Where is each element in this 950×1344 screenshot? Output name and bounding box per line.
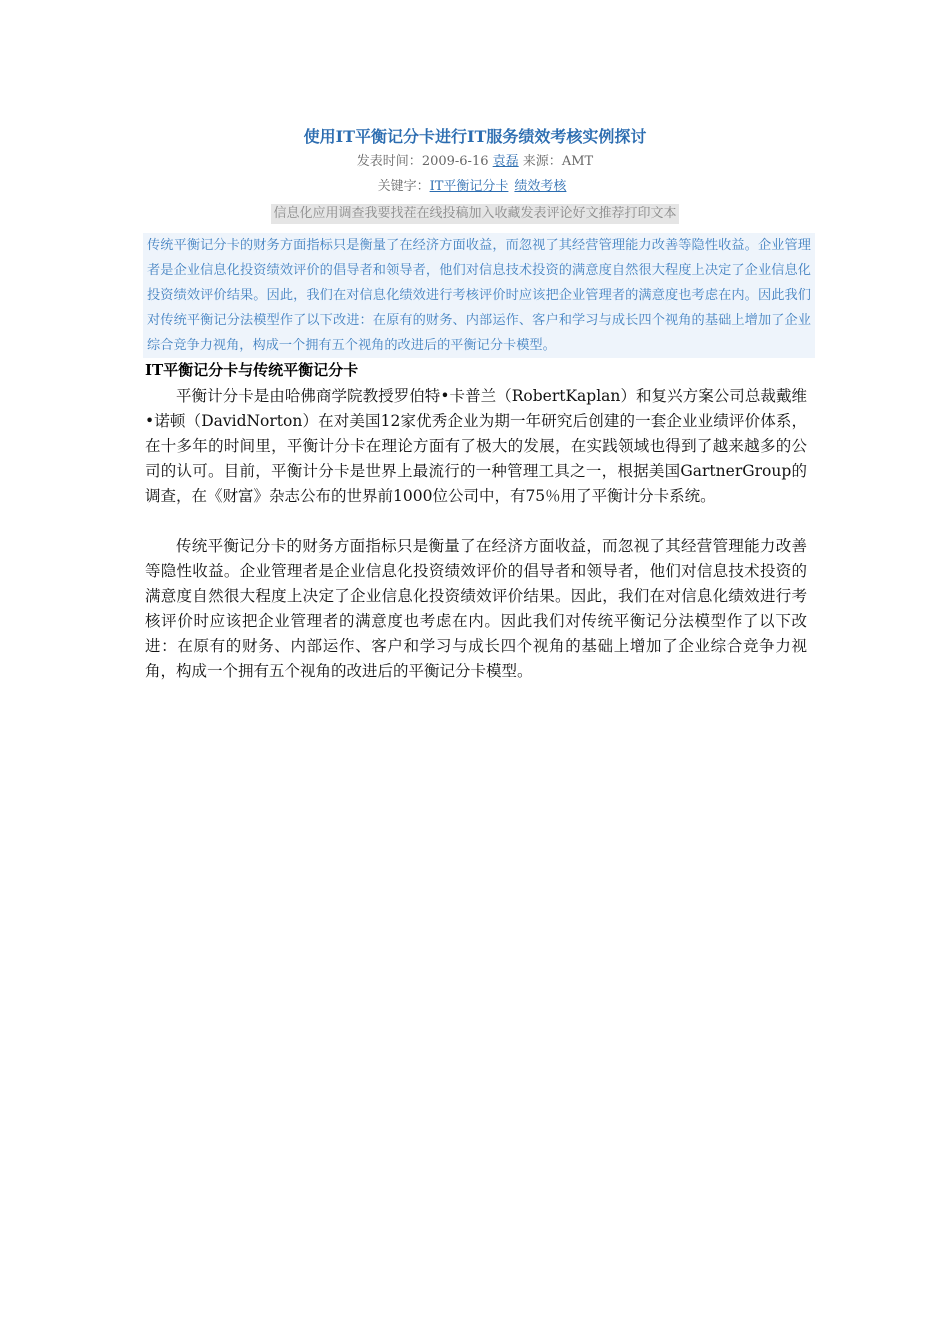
section-heading: IT平衡记分卡与传统平衡记分卡 xyxy=(145,361,359,379)
source-label: 来源： xyxy=(522,154,562,169)
published-label: 发表时间： xyxy=(356,154,422,169)
keyword-link[interactable]: IT平衡记分卡 xyxy=(429,179,509,194)
article-summary: 传统平衡记分卡的财务方面指标只是衡量了在经济方面收益，而忽视了其经营管理能力改善等隐性收益。企业管理者是企业信息化投资绩效评价的倡导者和领导者，他们对信息技术投资的满意度自然很大程度上决定了企业信息化投资绩效评价结果。因此，我们在对信息化绩效进行考核评价时应该把企业管理者的满意度也考虑在内。因此我们对传统平衡记分法模型作了以下改进：在原有的财务、内部运作、客户和学习与成长四个视角的基础上增加了企业综合竞争力视角，构成一个拥有五个视角的改进后的平衡记分卡模型。 xyxy=(143,233,815,358)
keywords-label: 关键字： xyxy=(377,179,430,194)
keyword-link[interactable]: 绩效考核 xyxy=(514,179,567,194)
toolbar-recommend-link[interactable]: 好文推荐 xyxy=(572,206,625,221)
article-toolbar xyxy=(271,204,678,224)
body-paragraph: 平衡计分卡是由哈佛商学院教授罗伯特•卡普兰（RobertKaplan）和复兴方案公司总裁戴维•诺顿（DavidNorton）在对美国12家优秀企业为期一年研究后创建的一套企业业绩评价体系，在十多年的时间里，平衡计分卡在理论方面有了极大的发展，在实践领域也得到了越来越多的公司的认可。目前，平衡计分卡是世界上最流行的一种管理工具之一，根据美国GartnerGroup的调查，在《财富》杂志公布的世界前1000位公司中，有75％用了平衡计分卡系统。 xyxy=(145,387,807,505)
toolbar-comment-link[interactable]: 发表评论 xyxy=(520,206,573,221)
toolbar-bookmark-link[interactable]: 加入收藏 xyxy=(468,206,521,221)
toolbar-survey-link[interactable]: 信息化应用调查 xyxy=(273,206,365,221)
keywords-row xyxy=(0,178,950,196)
article-meta xyxy=(0,153,950,171)
article-title: 使用IT平衡记分卡进行IT服务绩效考核实例探讨 xyxy=(303,127,647,146)
toolbar-submit-link[interactable]: 在线投稿 xyxy=(416,206,469,221)
article-toolbar-wrap xyxy=(0,202,950,224)
toolbar-print-link[interactable]: 打印文本 xyxy=(624,206,677,221)
source-value: AMT xyxy=(561,154,594,169)
toolbar-report-error-link[interactable]: 我要找茬 xyxy=(364,206,417,221)
body-paragraph: 传统平衡记分卡的财务方面指标只是衡量了在经济方面收益，而忽视了其经营管理能力改善等隐性收益。企业管理者是企业信息化投资绩效评价的倡导者和领导者，他们对信息技术投资的满意度自然很大程度上决定了企业信息化投资绩效评价结果。因此，我们在对信息化绩效进行考核评价时应该把企业管理者的满意度也考虑在内。因此我们对传统平衡记分法模型作了以下改进：在原有的财务、内部运作、客户和学习与成长四个视角的基础上增加了企业综合竞争力视角，构成一个拥有五个视角的改进后的平衡记分卡模型。 xyxy=(145,537,807,680)
author-link[interactable]: 袁磊 xyxy=(492,154,519,169)
published-date: 2009-6-16 xyxy=(421,154,489,169)
